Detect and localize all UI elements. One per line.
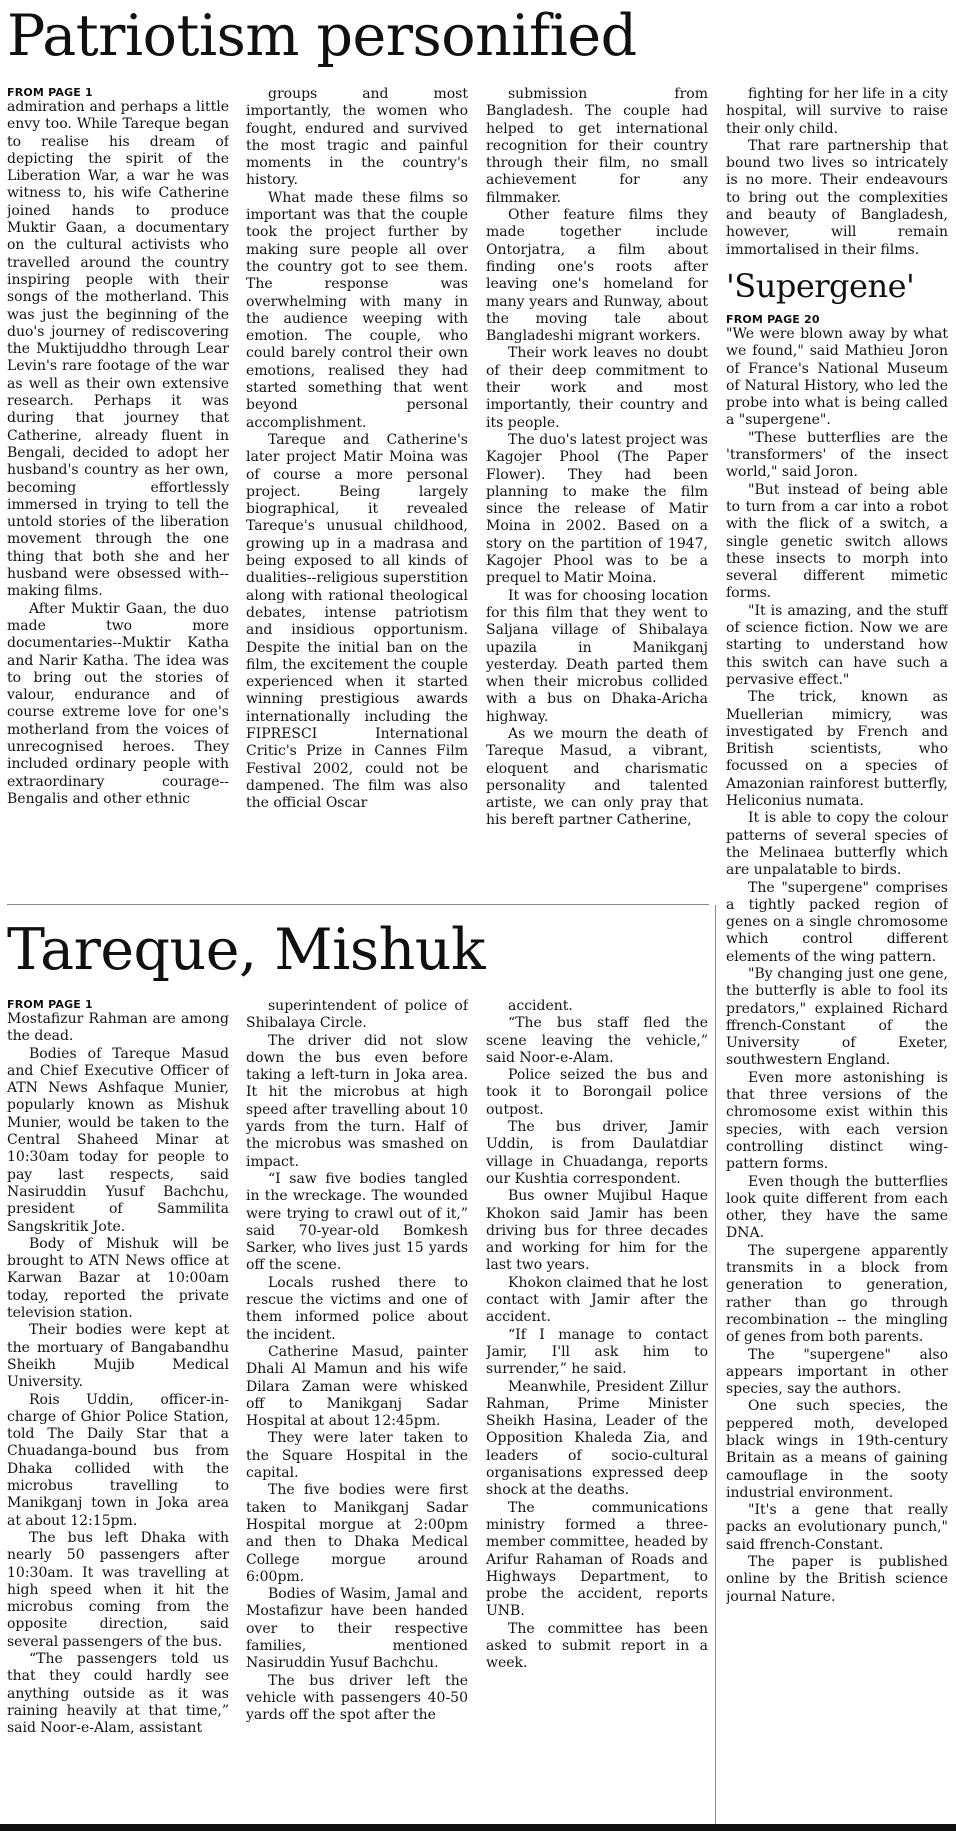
article-paragraph: Their work leaves no doubt of their deep commitment to their work and most importantly, their country and its people. [486, 345, 708, 431]
article-paragraph: That rare partnership that bound two lives so intricately is no more. Their endeavours to bring out the complexities and beauty of Bangladesh, however, will remain immortalised in their films. [726, 137, 948, 258]
article-paragraph: submission from Bangladesh. The couple had helped to get international recognition for their country through their film, no small achievement for any filmmaker. [486, 86, 708, 206]
from-page-label: FROM PAGE 20 [726, 313, 820, 326]
article-paragraph: One such species, the peppered moth, developed black wings in 19th-century Britain as a means of gaining camouflage in the sooty industrial environment. [726, 1398, 948, 1501]
article-paragraph: "It's a gene that really packs an evolutionary punch," said ffrench-Constant. [726, 1502, 948, 1553]
article-paragraph: The "supergene" also appears important in other species, say the authors. [726, 1346, 948, 1398]
article-paragraphs [7, 99, 229, 808]
article-paragraph: The driver did not slow down the bus even before taking a left-turn in Joka area. It hit the microbus at high speed after travelling about 10 yards from the turn. Half of the microbus was smashed on impact. [246, 1032, 468, 1170]
article-paragraphs [486, 998, 708, 1673]
article-paragraph: "We were blown away by what we found," said Mathieu Joron of France's National Museum of Natural History, who led the probe into what is being called a "supergene". [726, 326, 948, 429]
article-paragraph: The trick, known as Muellerian mimicry, was investigated by French and British scientists, who focussed on a species of Amazonian rainforest butterfly, Heliconius numata. [726, 689, 948, 810]
article-paragraph: Locals rushed there to rescue the victims and one of them informed police about the incident. [246, 1274, 468, 1343]
article-paragraph: “The bus staff fled the scene leaving the vehicle,” said Noor-e-Alam. [486, 1015, 708, 1066]
article-paragraph: Bodies of Tareque Masud and Chief Executive Officer of ATN News Ashfaque Munier, popularly known as Mishuk Munier, would be taken to the Central Shaheed Minar at 10:30am today for people to pay last respects, said Nasiruddin Yusuf Bachchu, president of Sammilita Sangskritik Jote. [7, 1045, 229, 1235]
article-paragraph: It is able to copy the colour patterns of several species of the Melinaea butterfly which are unpalatable to birds. [726, 810, 948, 879]
article-paragraph: Meanwhile, President Zillur Rahman, Prime Minister Sheikh Hasina, Leader of the Opposition Khaleda Zia, and leaders of socio-cultural organisations expressed deep shock at the deaths. [486, 1378, 708, 1499]
article-paragraphs [726, 86, 948, 259]
article-paragraph: The bus driver, Jamir Uddin, is from Daulatdiar village in Chuadanga, reports our Kushtia correspondent. [486, 1119, 708, 1187]
article-paragraph: The five bodies were first taken to Manikganj Sadar Hospital morgue at 2:00pm and then to Dhaka Medical College morgue around 6:00pm. [246, 1482, 468, 1585]
patriotism-column-2 [246, 86, 468, 884]
article-paragraph: Body of Mishuk will be brought to ATN News office at Karwan Bazar at 10:00am today, reported the private television station. [7, 1235, 229, 1322]
patriotism-headline: Patriotism personified [7, 3, 637, 69]
article-paragraph: Even more astonishing is that three versions of the chromosome exist within this species, with each version controlling distinct wing-pattern forms. [726, 1069, 948, 1173]
article-paragraph: accident. [508, 998, 573, 1014]
patriotism-column-4 [726, 86, 948, 266]
article-paragraph: The communications ministry formed a three-member committee, headed by Arifur Rahaman of Roads and Highways Department, to probe the accident, reports UNB. [486, 1499, 708, 1620]
from-page-label: FROM PAGE 1 [7, 86, 93, 99]
article-paragraph: groups and most importantly, the women who fought, endured and survived the most tragic and painful moments in the country's history. [246, 86, 468, 189]
tareque-column-3 [486, 998, 708, 1826]
article-paragraph: As we mourn the death of Tareque Masud, a vibrant, eloquent and charismatic personality and talented artiste, we can only pray that his bereft partner Catherine, [486, 725, 708, 829]
article-paragraph: “If I manage to contact Jamir, I'll ask him to surrender,” he said. [486, 1326, 708, 1378]
article-paragraph: The paper is published online by the British science journal Nature. [726, 1554, 948, 1605]
article-paragraph: Rois Uddin, officer-in-charge of Ghior Police Station, told The Daily Star that a Chuadanga-bound bus from Dhaka collided with the microbus travelling to Manikganj town in Joka area at about 12:15pm. [7, 1391, 229, 1529]
article-paragraph: fighting for her life in a city hospital, will survive to raise their only child. [726, 86, 948, 137]
tareque-column-2 [246, 998, 468, 1826]
article-paragraph: Bodies of Wasim, Jamal and Mostafizur have been handed over to their respective families, mentioned Nasiruddin Yusuf Bachchu. [246, 1586, 468, 1672]
page-bottom-bar [0, 1824, 956, 1831]
article-paragraphs [7, 1011, 229, 1737]
article-paragraph: The committee has been asked to submit report in a week. [486, 1620, 708, 1672]
article-paragraph: Police seized the bus and took it to Borongail police outpost. [486, 1067, 708, 1118]
section-divider-horizontal [7, 904, 709, 905]
article-paragraph: The bus driver left the vehicle with passengers 40-50 yards off the spot after the [246, 1672, 468, 1724]
tareque-headline: Tareque, Mishuk [7, 917, 486, 983]
article-paragraph: The supergene apparently transmits in a block from generation to generation, rather than go through recombination -- the mingling of genes from both parents. [726, 1242, 948, 1346]
supergene-headline: 'Supergene' [726, 267, 915, 305]
article-paragraph: “The passengers told us that they could hardly see anything outside as it was raining heavily at that time,” said Noor-e-Alam, assistant [7, 1650, 229, 1737]
column-divider-vertical [715, 905, 716, 1825]
article-paragraphs [486, 86, 708, 830]
article-paragraph: “I saw five bodies tangled in the wreckage. The wounded were trying to crawl out of it,” said 70-year-old Bomkesh Sarker, who lives just 15 yards off the scene. [246, 1170, 468, 1274]
article-paragraph: After Muktir Gaan, the duo made two more documentaries--Muktir Katha and Narir Katha. The idea was to bring out the stories of valour, endurance and of course extreme love for one's motherland from the voices of unrecognised heroes. They included ordinary people with extraordinary courage--Bengalis and other ethnic [7, 600, 229, 807]
patriotism-column-3 [486, 86, 708, 884]
article-paragraph: Even though the butterflies look quite different from each other, they have the same DNA. [726, 1173, 948, 1242]
supergene-column [726, 313, 948, 1828]
article-paragraph: The "supergene" comprises a tightly packed region of genes on a single chromosome which control different elements of the wing pattern. [726, 879, 948, 965]
article-paragraph: Their bodies were kept at the mortuary of Bangabandhu Sheikh Mujib Medical University. [7, 1322, 229, 1391]
article-paragraph: "But instead of being able to turn from a car into a robot with the flick of a switch, a single genetic switch allows these insects to morph into several different mimetic forms. [726, 481, 948, 602]
from-page-label: FROM PAGE 1 [7, 998, 93, 1011]
article-paragraphs [246, 86, 468, 812]
article-paragraph: Other feature films they made together include Ontorjatra, a film about finding one's roots after leaving one's homeland for many years and Runway, about the moving tale about Bangladeshi migrant workers. [486, 207, 708, 345]
article-paragraph: Mostafizur Rahman are among the dead. [7, 1011, 229, 1045]
article-paragraph: admiration and perhaps a little envy too. While Tareque began to realise his dream of depicting the spirit of the Liberation War, a war he was witness to, his wife Catherine joined hands to produce Muktir Gaan, a documentary on the cultural activists who travelled around the country inspiring people with their songs of the motherland. This was just the beginning of the duo's journey of rediscovering the Muktijuddho through Lear Levin's rare footage of the war as well as their own extensive research. Perhaps it was during that journey that Catherine, already fluent in Bengali, decided to adopt her husband's country as her own, becoming effortlessly immersed in trying to tell the untold stories of the liberation movement through the one thing that both she and her husband were obsessed with--making films. [7, 99, 229, 600]
article-paragraphs [246, 998, 468, 1724]
article-paragraph: Catherine Masud, painter Dhali Al Mamun and his wife Dilara Zaman were whisked off to Manikganj Sadar Hospital at about 12:45pm. [246, 1343, 468, 1430]
tareque-column-1 [7, 998, 229, 1826]
article-paragraph: superintendent of police of Shibalaya Circle. [246, 998, 468, 1032]
article-paragraph: Tareque and Catherine's later project Matir Moina was of course a more personal project. Being largely biographical, it revealed Tareque's unusual childhood, growing up in a madrasa and being exposed to all kinds of dualities--religious superstition along with rational theological debates, intense patriotism and insidious opportunism. Despite the initial ban on the film, the excitement the couple experienced when it started winning prestigious awards internationally including the FIPRESCI International Critic's Prize in Cannes Film Festival 2002, could not be dampened. The film was also the official Oscar [246, 431, 468, 812]
article-paragraph: The bus left Dhaka with nearly 50 passengers after 10:30am. It was travelling at high speed when it hit the microbus coming from the opposite direction, said several passengers of the bus. [7, 1529, 229, 1650]
article-paragraph: "It is amazing, and the stuff of science fiction. Now we are starting to understand how this switch can have such a pervasive effect." [726, 602, 948, 688]
article-paragraph: Khokon claimed that he lost contact with Jamir after the accident. [486, 1274, 708, 1326]
article-paragraph: The duo's latest project was Kagojer Phool (The Paper Flower). They had been planning to make the film since the release of Matir Moina in 2002. Based on a story on the partition of 1947, Kagojer Phool was to be a prequel to Matir Moina. [486, 431, 708, 587]
article-paragraph: It was for choosing location for this film that they went to Saljana village of Shibalaya upazila in Manikganj yesterday. Death parted them when their microbus collided with a bus on Dhaka-Aricha highway. [486, 587, 708, 725]
patriotism-column-1 [7, 86, 229, 884]
article-paragraph: "By changing just one gene, the butterfly is able to fool its predators," explained Richard ffrench-Constant of the University of Exeter, southwestern England. [726, 965, 948, 1069]
article-paragraph: Bus owner Mujibul Haque Khokon said Jamir has been driving bus for three decades and working for him for the last two years. [486, 1188, 708, 1274]
article-paragraph: "These butterflies are the 'transformers' of the insect world," said Joron. [726, 429, 948, 481]
article-paragraph: They were later taken to the Square Hospital in the capital. [246, 1430, 468, 1482]
article-paragraphs [726, 326, 948, 1606]
article-paragraph: What made these films so important was that the couple took the project further by making sure people all over the country got to see them. The response was overwhelming with many in the audience weeping with emotion. The couple, who could barely control their own emotions, realised they had started something that went beyond personal accomplishment. [246, 189, 468, 431]
